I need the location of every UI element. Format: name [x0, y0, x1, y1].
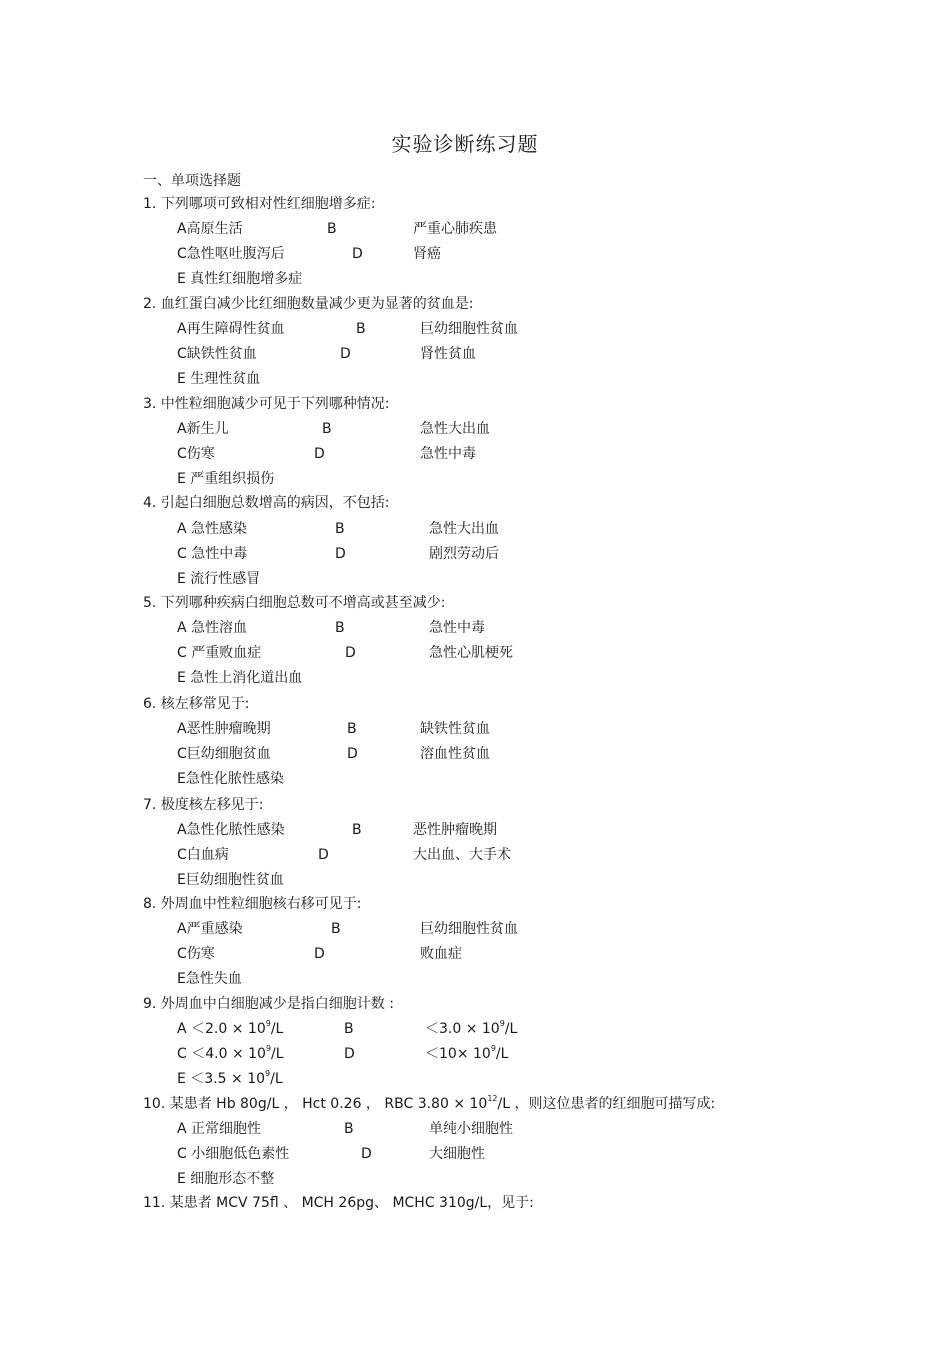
- option-b-letter: B: [335, 620, 345, 636]
- option-b-letter: B: [352, 822, 362, 838]
- question-3-stem: 3. 中性粒细胞减少可见于下列哪种情况:: [143, 396, 390, 412]
- option-a: A急性化脓性感染: [177, 822, 285, 838]
- option-a: A 正常细胞性: [177, 1121, 262, 1137]
- option-d-text: 肾癌: [413, 246, 441, 262]
- option-d-letter: D: [361, 1146, 372, 1162]
- question-2-stem: 2. 血红蛋白减少比红细胞数量减少更为显著的贫血是:: [143, 296, 474, 312]
- option-d-text: $<10\times 10^9/L$: [425, 1044, 509, 1062]
- option-d-text: 大细胞性: [429, 1146, 485, 1162]
- option-e: E 流行性感冒: [177, 571, 261, 587]
- question-10-stem: 10. 某患者 Hb 80g/L ， Hct 0.26 ， RBC $3.80 \times 10^{12}/L$ ，则这位患者的红细胞可描写成:: [143, 1094, 716, 1112]
- option-a: A高原生活: [177, 221, 243, 237]
- option-b-letter: B: [344, 1121, 354, 1137]
- option-c: $C <4.0 \times 10^9/L$: [177, 1044, 284, 1062]
- option-a: A再生障碍性贫血: [177, 321, 285, 337]
- option-e: $E <3.5 \times 10^9/L$: [177, 1069, 283, 1087]
- option-d-text: 败血症: [420, 946, 462, 962]
- option-d-letter: D: [318, 847, 329, 863]
- question-5-stem: 5. 下列哪种疾病白细胞总数可不增高或甚至减少:: [143, 595, 446, 611]
- option-b-letter: B: [322, 421, 332, 437]
- option-c: C白血病: [177, 847, 229, 863]
- option-d-text: 急性中毒: [420, 446, 476, 462]
- option-d-text: 急性心肌梗死: [429, 645, 513, 661]
- option-e: E急性化脓性感染: [177, 771, 284, 787]
- option-e: E 严重组织损伤: [177, 471, 275, 487]
- option-e: E急性失血: [177, 971, 242, 987]
- option-c: C 急性中毒: [177, 546, 248, 562]
- option-b-text: 急性大出血: [420, 421, 490, 437]
- question-1-stem: 1. 下列哪项可致相对性红细胞增多症:: [143, 196, 376, 212]
- option-a: A新生儿: [177, 421, 229, 437]
- option-a: A 急性感染: [177, 521, 248, 537]
- option-e: E 细胞形态不整: [177, 1171, 275, 1187]
- option-a: $A <2.0 \times 10^9/L$: [177, 1019, 284, 1037]
- option-e: E 生理性贫血: [177, 371, 261, 387]
- question-4-stem: 4. 引起白细胞总数增高的病因，不包括:: [143, 495, 390, 511]
- option-a: A严重感染: [177, 921, 243, 937]
- option-d-letter: D: [344, 1046, 355, 1062]
- option-d-letter: D: [347, 746, 358, 762]
- option-c: C 严重败血症: [177, 645, 262, 661]
- option-e: E 真性红细胞增多症: [177, 271, 303, 287]
- option-d-text: 剧烈劳动后: [429, 546, 499, 562]
- option-b-text: 巨幼细胞性贫血: [420, 321, 518, 337]
- option-d-text: 肾性贫血: [420, 346, 476, 362]
- option-c: C伤寒: [177, 446, 215, 462]
- option-b-letter: B: [327, 221, 337, 237]
- option-c: C巨幼细胞贫血: [177, 746, 271, 762]
- option-d-text: 溶血性贫血: [420, 746, 490, 762]
- option-d-letter: D: [345, 645, 356, 661]
- option-d-letter: D: [352, 246, 363, 262]
- option-b-letter: B: [356, 321, 366, 337]
- option-b-text: $<3.0 \times 10^9/L$: [425, 1019, 518, 1037]
- option-b-text: 急性大出血: [429, 521, 499, 537]
- option-d-text: 大出血、大手术: [413, 847, 511, 863]
- option-e: E 急性上消化道出血: [177, 670, 303, 686]
- option-d-letter: D: [314, 946, 325, 962]
- option-c: C缺铁性贫血: [177, 346, 257, 362]
- option-a: A恶性肿瘤晚期: [177, 721, 271, 737]
- option-c: C 小细胞低色素性: [177, 1146, 290, 1162]
- option-b-letter: B: [335, 521, 345, 537]
- option-a: A 急性溶血: [177, 620, 248, 636]
- option-b-text: 单纯小细胞性: [429, 1121, 513, 1137]
- option-b-text: 缺铁性贫血: [420, 721, 490, 737]
- option-b-letter: B: [331, 921, 341, 937]
- option-e: E巨幼细胞性贫血: [177, 872, 284, 888]
- option-b-text: 严重心肺疾患: [413, 221, 497, 237]
- option-b-text: 巨幼细胞性贫血: [420, 921, 518, 937]
- option-d-letter: D: [314, 446, 325, 462]
- question-11-stem: 11. 某患者 MCV 75fl 、 MCH 26pg、 MCHC 310g/L，见于:: [143, 1195, 534, 1211]
- option-d-letter: D: [335, 546, 346, 562]
- option-c: C急性呕吐腹泻后: [177, 246, 285, 262]
- option-b-letter: B: [344, 1021, 354, 1037]
- option-b-text: 急性中毒: [429, 620, 485, 636]
- option-c: C伤寒: [177, 946, 215, 962]
- question-6-stem: 6. 核左移常见于:: [143, 696, 250, 712]
- option-b-text: 恶性肿瘤晚期: [413, 822, 497, 838]
- option-d-letter: D: [340, 346, 351, 362]
- question-8-stem: 8. 外周血中性粒细胞核右移可见于:: [143, 896, 362, 912]
- section-heading: 一、单项选择题: [143, 173, 241, 189]
- option-b-letter: B: [347, 721, 357, 737]
- question-9-stem: 9. 外周血中白细胞减少是指白细胞计数 :: [143, 996, 394, 1012]
- page-title: 实验诊断练习题: [391, 132, 539, 156]
- question-7-stem: 7. 极度核左移见于:: [143, 797, 264, 813]
